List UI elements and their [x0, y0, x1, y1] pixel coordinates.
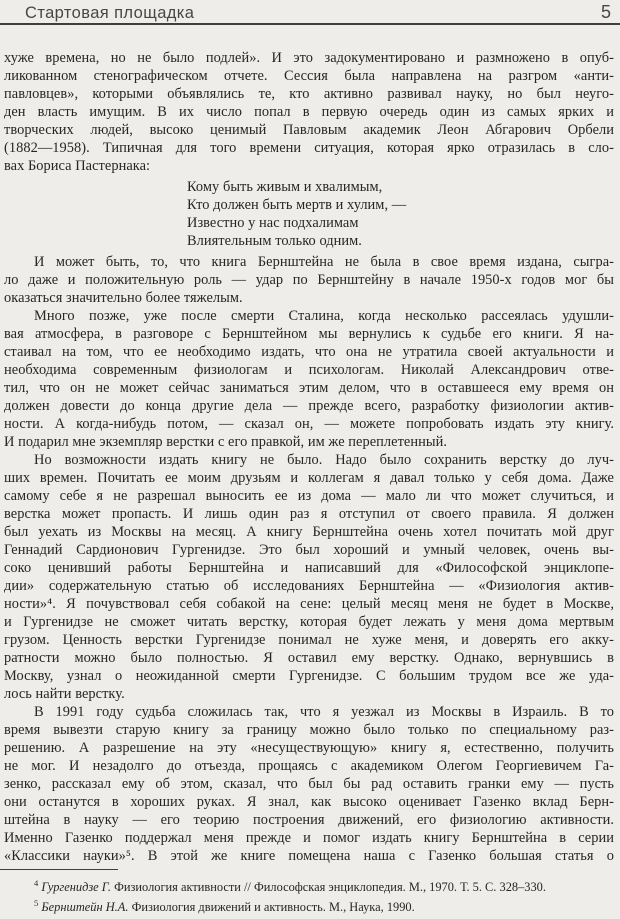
verse-line: Известно у нас подхалимам	[187, 215, 359, 231]
text-line: И может быть, то, что книга Бернштейна не была в свое время издана, сыгра-	[34, 254, 614, 270]
footnote-author: Бернштейн Н.А.	[38, 899, 132, 914]
paragraph	[4, 451, 614, 703]
text-line: ликованном стенографическом отчете. Сессия была направлена на разгром «анти-	[4, 68, 614, 84]
text-line: грузом. Ценность верстки Гургенидзе понимал не хуже меня, и доверять его акку-	[4, 632, 614, 648]
text-line: зенко, рассказал ему об этом, сказал, что был бы рад оставить гранки ему — пусть	[4, 776, 614, 792]
body-text	[4, 49, 614, 865]
text-line: творческих людей, высоко ценимый Павловым академик Леон Абгарович Орбели	[4, 122, 614, 138]
text-line: и Гургенидзе не сможет читать верстку, которая будет лежать у меня дома мертвым	[4, 614, 614, 630]
paragraph	[4, 703, 614, 865]
footnote-marker: 4	[34, 877, 39, 888]
footnote-text: Физиология движений и активность. М., Наука, 1990.	[131, 899, 415, 914]
text-line: Геннадий Сардионович Гургенидзе. Это был хороший и умный человек, очень вы-	[4, 542, 614, 558]
text-line: время вывезти старую книгу за границу можно было только по специальному раз-	[4, 722, 614, 738]
text-line: оказаться значительно более тяжелым.	[4, 290, 243, 306]
poem-block	[187, 178, 614, 250]
text-line: Именно Газенко поддержал меня прежде и помог издать книгу Бернштейна в серии	[4, 830, 614, 846]
text-line: необходима современным физиологам и психологам. Николай Александрович отве-	[4, 362, 614, 378]
text-line: И подарил мне экземпляр верстки с его правкой, им же переплетенный.	[4, 434, 447, 450]
footnote-text: Физиология активности // Философская энциклопедия. М., 1970. Т. 5. С. 328–330.	[114, 880, 546, 894]
text-line: был уехать из Москвы на месяц. А книгу Бернштейна очень хотел почитать мой друг	[4, 524, 614, 540]
paragraph	[4, 307, 614, 451]
verse-line: Кому быть живым и хвалимым,	[187, 179, 383, 195]
footnote-marker: 5	[34, 897, 39, 908]
text-line: Москву, узнал о неожиданной смерти Гургенидзе. С большим трудом все же уда-	[4, 668, 614, 684]
text-line: ден власть имущим. В их число попал в первую очередь один из самых ярких и	[4, 104, 614, 120]
text-line: должен довести до конца другие дела — прежде всего, разработку физиологии актив-	[4, 398, 614, 414]
paragraph	[4, 253, 614, 307]
text-line: ности. А когда-нибудь потом, — сказал он, — можете попробовать издать эту книгу.	[4, 416, 614, 432]
text-line: хуже времена, но не было подлей». И это задокументировано и размножено в опуб-	[4, 50, 614, 66]
text-line: В 1991 году судьба сложилась так, что я уезжал из Москвы в Израиль. В то	[34, 704, 614, 720]
text-line: дии» содержательную статью об исследованиях Бернштейна — «Физиология актив-	[4, 578, 614, 594]
text-line: ло даже и положительную роль — удар по Бернштейну в начале 1950-х годов мог бы	[4, 272, 614, 288]
verse-line: Кто должен быть мертв и хулим, —	[187, 197, 407, 213]
text-line: не мог. И незадолго до отъезда, прощаясь с академиком Олегом Георгиевичем Га-	[4, 758, 614, 774]
text-line: павловцев», которыми объявлялись те, кто активно развивал науку, но был неуго-	[4, 86, 614, 102]
text-line: лось найти верстку.	[4, 686, 125, 702]
text-line: вая атмосфера, в разговоре с Бернштейном мы вернулись к судьбе его книги. Я на-	[4, 326, 614, 342]
header-rule	[0, 23, 620, 25]
text-line: (1882—1958). Типичная для того времени ситуация, которая ярко отразилась в сло-	[4, 140, 614, 156]
text-line: самому себе я не разрешал выносить ее из дома — мало ли что может случиться, и	[4, 488, 614, 504]
text-line: вах Бориса Пастернака:	[4, 158, 151, 174]
footnote-separator	[0, 869, 118, 870]
footnotes	[4, 878, 614, 917]
text-line: штейна в науку — его теорию построения движений, его физиологию активности.	[4, 812, 614, 828]
text-line: ших времен. Почитать ее моим друзьям и коллегам я давал только у себя дома. Даже	[4, 470, 614, 486]
text-line: Но возможности издать книгу не было. Надо было сохранить верстку до луч-	[34, 452, 614, 468]
text-line: верстка может пропасть. И лишь один раз я отступил от своего правила. Я должен	[4, 506, 614, 522]
text-line: «Классики науки»⁵. В этой же книге помещена наша с Газенко большая статья о	[4, 848, 614, 864]
text-line: Много позже, уже после смерти Сталина, когда несколько рассеялась удушли-	[34, 308, 614, 324]
text-line: они останутся в хороших руках. Я знал, как высоко оценивает Газенко вклад Берн-	[4, 794, 614, 810]
text-line: ности»⁴. Я почувствовал себя собакой на сене: целый месяц меня не будет в Москве,	[4, 596, 614, 612]
footnote-author: Гургенидзе Г.	[38, 880, 115, 894]
running-header	[0, 0, 620, 24]
text-line: соко ценивший работы Бернштейна и написавший для «Философской энциклопе-	[4, 560, 614, 576]
chapter-title: Стартовая площадка	[25, 4, 195, 22]
footnote	[4, 898, 614, 918]
text-line: тил, что он не может сейчас заниматься этим делом, что в оставшееся ему время он	[4, 380, 614, 396]
footnote	[4, 878, 614, 898]
page-number: 5	[600, 2, 611, 22]
verse-line: Влиятельным только одним.	[187, 233, 362, 249]
text-line: ратности можно было полностью. Я оставил ему верстку. Однако, вернувшись в	[4, 650, 614, 666]
paragraph	[4, 49, 614, 175]
text-line: решению. А разрешение на эту «несуществующую» книгу я, естественно, получить	[4, 740, 614, 756]
text-line: стаивал на том, что ее необходимо издать, что она не утратила своей актуальности и	[4, 344, 614, 360]
